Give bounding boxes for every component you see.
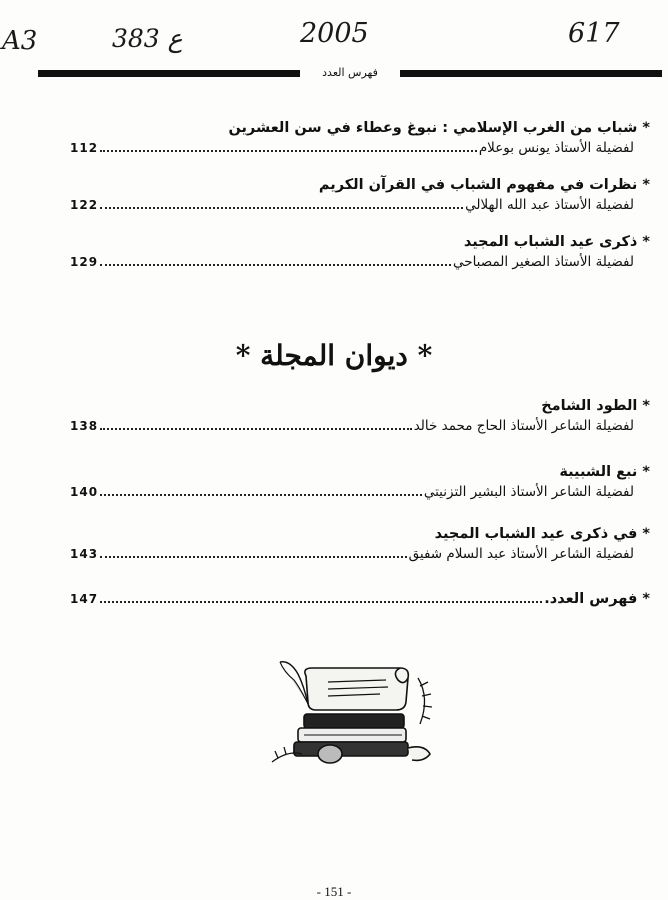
- dot-leader: [100, 263, 451, 266]
- handwritten-left: A3: [2, 26, 38, 56]
- dot-leader: [100, 555, 407, 558]
- toc-entry: [70, 118, 650, 158]
- entry-author: لفضيلة الأستاذ الصغير المصباحي: [452, 254, 634, 270]
- entry-page: 122: [70, 198, 99, 212]
- entry-page: 129: [70, 255, 99, 269]
- dot-leader: [100, 600, 542, 603]
- dot-leader: [100, 493, 422, 496]
- entry-page: 143: [70, 547, 99, 561]
- section-title: * ديوان المجلة *: [235, 339, 433, 372]
- entry-author: لفضيلة الشاعر الأستاذ الحاج محمد خالد: [413, 418, 634, 434]
- toc-entry: [70, 175, 650, 215]
- toc-entry: [70, 232, 650, 272]
- handwritten-number: 617: [568, 18, 620, 49]
- dot-leader: [100, 149, 477, 152]
- entry-author: لفضيلة الأستاذ يونس بوعلام: [478, 140, 634, 156]
- entry-title: * نظرات في مفهوم الشباب في القرآن الكريم: [318, 177, 650, 193]
- entry-title: * شباب من الغرب الإسلامي : نبوغ وعطاء في سن العشرين: [228, 120, 650, 136]
- entry-page: 140: [70, 485, 99, 499]
- entry-author: لفضيلة الشاعر الأستاذ عبد السلام شفيق: [408, 546, 634, 562]
- entry-author: لفضيلة الأستاذ عبد الله الهلالي: [465, 197, 634, 213]
- books-scroll-quill-icon: [268, 658, 443, 770]
- header-label: فهرس العدد: [322, 66, 378, 79]
- handwritten-year: 2005: [300, 18, 369, 49]
- entry-title: * ذكرى عيد الشباب المجيد: [463, 234, 650, 250]
- entry-title: * في ذكرى عيد الشباب المجيد: [434, 526, 650, 542]
- entry-author: لفضيلة الشاعر الأستاذ البشير التزنيتي: [423, 484, 634, 500]
- entry-title: * نبع الشبيبة: [559, 464, 650, 480]
- header-rule: [38, 66, 662, 80]
- toc-entry: [70, 524, 650, 564]
- entry-page: 138: [70, 419, 99, 433]
- entry-title: * فهرس العدد.: [544, 591, 650, 607]
- entry-page: 147: [70, 592, 99, 606]
- entry-title: * الطود الشامخ: [541, 398, 650, 414]
- toc-entry: [70, 462, 650, 502]
- page-number: - 151 -: [316, 884, 352, 899]
- dot-leader: [100, 206, 463, 209]
- dot-leader: [100, 427, 412, 430]
- entry-page: 112: [70, 141, 99, 155]
- toc-entry-index: [70, 589, 650, 609]
- handwritten-code: 383 ع: [112, 24, 183, 53]
- toc-entry: [70, 396, 650, 436]
